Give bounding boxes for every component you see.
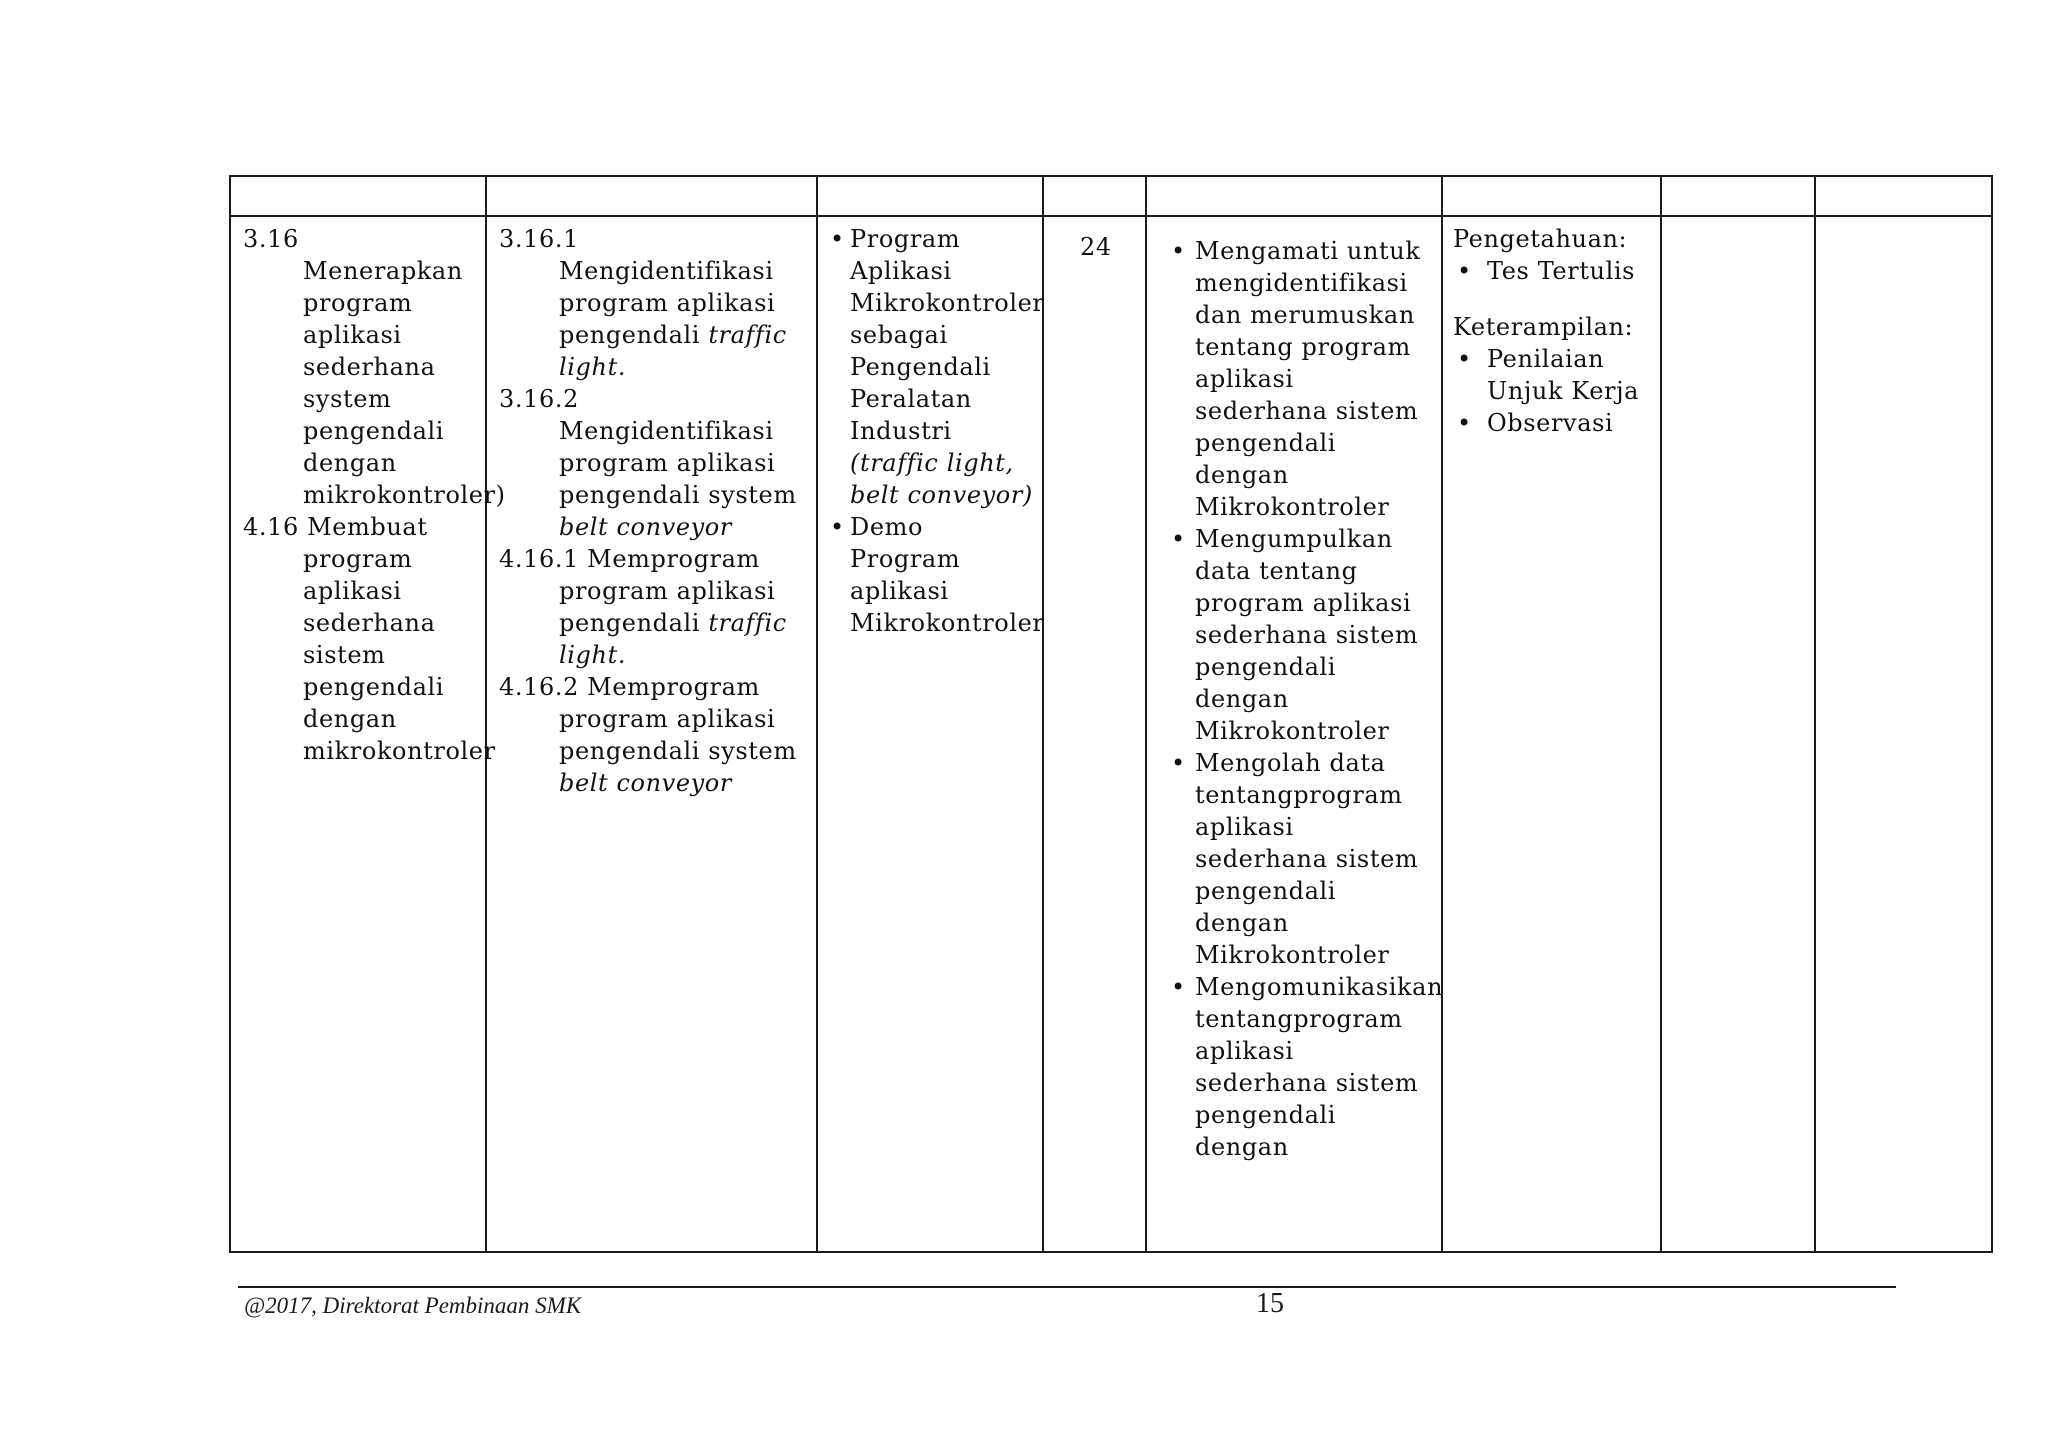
indicator-emphasis: traffic light. — [559, 609, 787, 669]
kd-entry — [243, 223, 506, 511]
list-item — [828, 223, 1045, 511]
empty-cell-8 — [1815, 216, 1992, 1252]
indicator-entry — [499, 671, 808, 799]
kegiatan-cell — [1146, 216, 1442, 1252]
kd-number: 3.16 — [243, 225, 299, 253]
list-item — [1453, 255, 1656, 287]
indicator-emphasis: belt conveyor — [559, 513, 732, 541]
footer-divider — [238, 1286, 1896, 1288]
header-cell-6 — [1442, 176, 1661, 216]
table-header-row — [230, 176, 1992, 216]
indicator-plain: Mengidentifikasi program aplikasi pengendali — [559, 257, 776, 349]
indicator-emphasis: belt conveyor — [559, 769, 732, 797]
indicator-number: 3.16.1 — [499, 225, 579, 253]
kegiatan-text: Mengamati untuk mengidentifikasi dan merumuskan tentang program aplikasi sederhana sistem pengendali dengan Mikrokontroler — [1195, 237, 1421, 521]
penilaian-item: Penilaian Unjuk Kerja — [1487, 345, 1640, 405]
header-cell-5 — [1146, 176, 1442, 216]
list-item — [1453, 343, 1656, 407]
list-item — [1159, 235, 1433, 523]
list-item — [1159, 523, 1433, 747]
spacer — [1453, 287, 1656, 311]
header-cell-7 — [1661, 176, 1815, 216]
indicator-number: 4.16.1 — [499, 545, 579, 573]
list-item — [828, 511, 1045, 639]
bullet-icon: • — [1457, 257, 1472, 285]
indicator-number: 4.16.2 — [499, 673, 579, 701]
kd-text: Membuat program aplikasi sederhana sistem pengendali dengan mikrokontroler — [303, 513, 496, 765]
indicator-plain: program aplikasi pengendali — [559, 577, 776, 637]
header-cell-4 — [1043, 176, 1146, 216]
syllabus-table — [229, 175, 1993, 1253]
keterampilan-list — [1453, 343, 1656, 439]
bullet-icon: • — [1171, 749, 1186, 777]
indicator-text — [499, 415, 808, 543]
footer-copyright: @2017, Direktorat Pembinaan SMK — [244, 1293, 582, 1318]
kd-text: Menerapkan program aplikasi sederhana system pengendali dengan mikrokontroler) — [303, 257, 506, 509]
list-item — [1453, 407, 1656, 439]
alokasi-waktu-value: 24 — [1080, 233, 1112, 261]
header-cell-1 — [230, 176, 486, 216]
keterampilan-label: Keterampilan: — [1453, 313, 1634, 341]
table-row — [230, 216, 1992, 1252]
empty-cell-7 — [1661, 216, 1815, 1252]
header-cell-2 — [486, 176, 817, 216]
kegiatan-list — [1159, 235, 1444, 1163]
materi-cell — [817, 216, 1043, 1252]
indikator-cell — [486, 216, 817, 1252]
materi-emphasis: (traffic light, belt conveyor) — [850, 449, 1033, 509]
materi-list — [828, 223, 1045, 639]
kd-entry — [243, 511, 496, 767]
header-cell-3 — [817, 176, 1043, 216]
pengetahuan-list — [1453, 255, 1656, 287]
indicator-text — [499, 255, 808, 383]
page-number: 15 — [1256, 1288, 1284, 1319]
kegiatan-text: Mengomunikasikan tentangprogram aplikasi sederhana sistem pengendali dengan — [1195, 973, 1444, 1161]
indicator-entry — [499, 223, 808, 383]
indicator-entry — [499, 383, 808, 543]
list-item — [1159, 747, 1433, 971]
bullet-icon: • — [1457, 409, 1472, 437]
penilaian-item: Tes Tertulis — [1487, 257, 1636, 285]
indicator-emphasis: traffic light. — [559, 321, 787, 381]
indicator-entry — [499, 543, 808, 671]
indicator-number: 3.16.2 — [499, 385, 579, 413]
bullet-icon: • — [1457, 345, 1472, 373]
kegiatan-text: Mengumpulkan data tentang program aplikasi sederhana sistem pengendali dengan Mikrokontroler — [1195, 525, 1419, 745]
penilaian-item: Observasi — [1487, 409, 1614, 437]
header-cell-8 — [1815, 176, 1992, 216]
materi-text: Demo Program aplikasi Mikrokontroler — [850, 513, 1045, 637]
bullet-icon: • — [830, 225, 845, 253]
indicator-plain: program aplikasi pengendali system — [559, 705, 797, 765]
bullet-icon: • — [1171, 525, 1186, 553]
kompetensi-dasar-cell — [230, 216, 506, 1252]
materi-text: Program Aplikasi Mikrokontroler sebagai Pengendali Peralatan Industri — [850, 225, 1045, 445]
kegiatan-text: Mengolah data tentangprogram aplikasi sederhana sistem pengendali dengan Mikrokontroler — [1195, 749, 1419, 969]
list-item — [1159, 971, 1444, 1163]
bullet-icon: • — [1171, 973, 1186, 1001]
bullet-icon: • — [1171, 237, 1186, 265]
indicator-plain: Mengidentifikasi program aplikasi pengendali system — [559, 417, 797, 509]
indicator-head: Memprogram — [587, 673, 760, 701]
alokasi-waktu-cell — [1043, 216, 1146, 1252]
bullet-icon: • — [830, 513, 845, 541]
kd-number: 4.16 — [243, 513, 299, 541]
indicator-head: Memprogram — [587, 545, 760, 573]
penilaian-cell — [1442, 216, 1661, 1252]
pengetahuan-label: Pengetahuan: — [1453, 225, 1628, 253]
